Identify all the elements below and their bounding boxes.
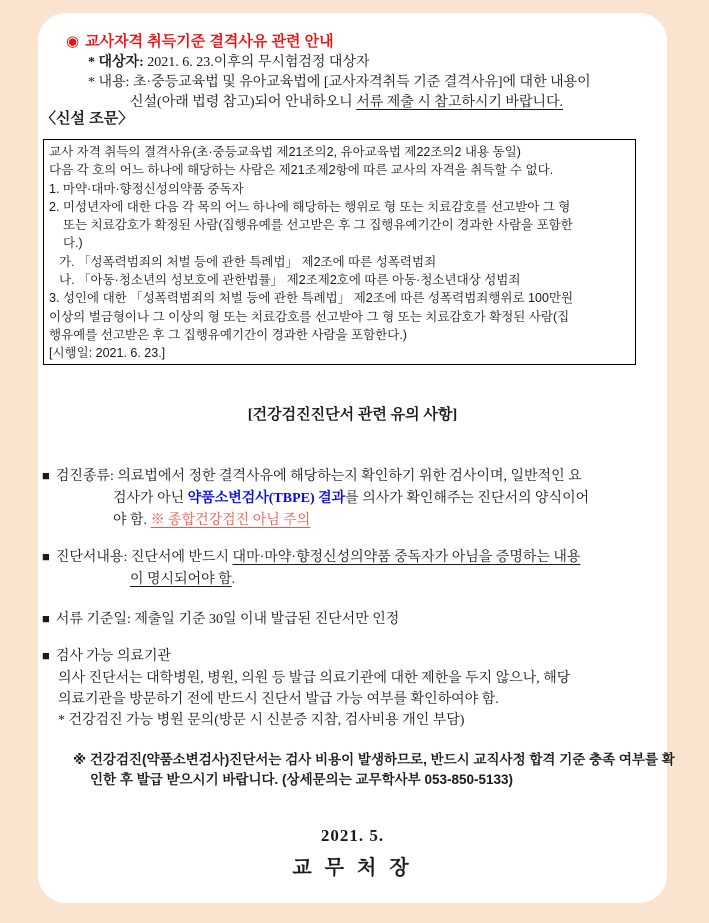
reference-mark-icon: ※	[73, 752, 90, 767]
cost-note	[73, 750, 675, 790]
institutions-label: 검사 가능 의료기관	[55, 649, 172, 664]
signature-title: 교 무 처 장	[292, 857, 413, 879]
document-date: 2021. 5.	[320, 826, 385, 845]
exam-type-label: 검진종류:	[55, 469, 114, 484]
report-content-text-1a: 진단서에 반드시	[130, 550, 233, 565]
institutions-label-line	[42, 645, 570, 668]
institutions-line-3: * 건강검진 가능 병원 문의(방문 시 신분증 지참, 검사비용 개인 부담)	[58, 713, 465, 728]
content-text-1: 초·중등교육법 및 유아교육법에 [교사자격취득 기준 결격사유]에 대한 내용이	[132, 75, 591, 90]
report-content-line-2	[42, 569, 580, 591]
content-text-2-underlined: 서류 제출 시 참고하시기 바랍니다.	[356, 95, 564, 110]
content-text-2: 신설(아래 법령 참고)되어 안내하오니	[130, 95, 357, 110]
law-line: 가. 「성폭력범죄의 처벌 등에 관한 특례법」 제2조에 따른 성폭력범죄	[59, 254, 437, 269]
law-line: 나. 「아동·청소년의 성보호에 관한법률」 제2조제2호에 따른 아동·청소년대상 성범죄	[59, 273, 521, 288]
law-line: 이상의 벌금형이나 그 이상의 형 또는 치료감호를 선고받아 그 형 또는 치료감호가 확정된 사람(집	[49, 309, 570, 324]
law-line: 3. 성인에 대한 「성폭력범죄의 처벌 등에 관한 특례법」 제2조에 따른 성폭력범죄행위로 100만원	[49, 291, 574, 306]
law-line: 행유예를 선고받은 후 그 집행유예기간이 경과한 사람을 포함한다.)	[49, 327, 407, 342]
institutions-line-2: 의료기관을 방문하기 전에 반드시 진단서 발급 가능 여부를 확인하여야 함.	[58, 692, 499, 707]
target-line	[88, 53, 370, 72]
exam-type-section	[42, 465, 589, 532]
law-box	[43, 139, 636, 365]
law-effective-date: [시행일: 2021. 6. 23.]	[49, 346, 166, 361]
law-line: 교사 자격 취득의 결격사유(초·중등교육법 제21조의2, 유아교육법 제22조의2 내용 동일)	[49, 145, 521, 159]
content-label: * 내용:	[88, 75, 130, 90]
exam-type-line-1	[42, 465, 589, 488]
law-line: 다.)	[63, 236, 83, 251]
report-content-text-2-underlined: 이 명시되어야 함	[130, 572, 232, 587]
institutions-line-1: 의사 진단서는 대학병원, 병원, 의원 등 발급 의료기관에 대한 제한을 두지 않으나, 해당	[58, 671, 571, 686]
report-content-section	[42, 546, 580, 591]
exam-type-text-2a: 검사가 아닌	[113, 491, 188, 506]
content-line-2	[130, 93, 563, 112]
notice-title: 교사자격 취득기준 결격사유 관련 안내	[85, 33, 334, 50]
exam-type-text-1: 의료법에서 정한 결격사유에 해당하는지 확인하기 위한 검사이며, 일반적인 요	[117, 469, 582, 484]
cost-note-line-1	[73, 750, 675, 770]
target-value: 2021. 6. 23.이후의 무시험검정 대상자	[147, 55, 370, 70]
square-bullet-icon: ■	[42, 648, 50, 663]
law-line: 다음 각 호의 어느 하나에 해당하는 사람은 제21조제2항에 따른 교사의 자격을 취득할 수 없다.	[49, 163, 554, 178]
report-content-text-1b-underlined: 대마·마약·향정신성의약품 중독자가 아님을 증명하는 내용	[232, 550, 581, 565]
report-content-text-2-period: .	[231, 572, 236, 587]
document-card	[38, 13, 675, 903]
square-bullet-icon: ■	[42, 549, 50, 564]
report-content-label: 진단서내용:	[55, 550, 128, 565]
doc-date-text: 제출일 기준 30일 이내 발급된 진단서만 인정	[134, 612, 400, 627]
square-bullet-icon: ■	[42, 611, 50, 626]
new-clause-heading: 〈신설 조문〉	[41, 110, 134, 127]
health-section-title: [건강검진진단서 관련 유의 사항]	[247, 407, 458, 423]
exam-type-warning: ※ 종합건강검진 아님 주의	[150, 513, 311, 528]
doc-date-section	[42, 608, 399, 631]
square-bullet-icon: ■	[42, 468, 50, 483]
exam-type-line-3	[42, 510, 589, 532]
exam-type-line-2	[42, 488, 589, 510]
report-content-line-1	[42, 546, 580, 569]
exam-type-tbpe-highlight: 약품소변검사(TBPE) 결과	[187, 491, 346, 506]
law-line: 1. 마약·대마·향정신성의약품 중독자	[49, 181, 244, 196]
fisheye-bullet-icon: ◉	[66, 33, 80, 50]
law-line: 또는 치료감호가 확정된 사람(집행유예를 선고받은 후 그 집행유예기간이 경과한 사람을 포함한	[63, 218, 573, 233]
content-line-1	[88, 73, 591, 92]
cost-note-line-2: 인한 후 발급 받으시기 바랍니다. (상세문의는 교무학사부 053-850-5133)	[90, 772, 514, 787]
doc-date-label: 서류 기준일:	[55, 612, 131, 627]
notice-title-row	[66, 30, 334, 51]
law-line: 2. 미성년자에 대한 다음 각 목의 어느 하나에 해당하는 행위로 형 또는 치료감호를 선고받아 그 형	[49, 199, 571, 214]
cost-note-text-1: 건강검진(약품소변검사)진단서는 검사 비용이 발생하므로, 반드시 교직사정 합격 기준 충족 여부를 확	[89, 752, 675, 767]
exam-type-text-2b: 를 의사가 확인해주는 진단서의 양식이어	[345, 491, 590, 506]
institutions-section	[42, 645, 570, 731]
target-label: * 대상자:	[88, 55, 144, 70]
exam-type-text-3a: 야 함.	[113, 513, 151, 528]
